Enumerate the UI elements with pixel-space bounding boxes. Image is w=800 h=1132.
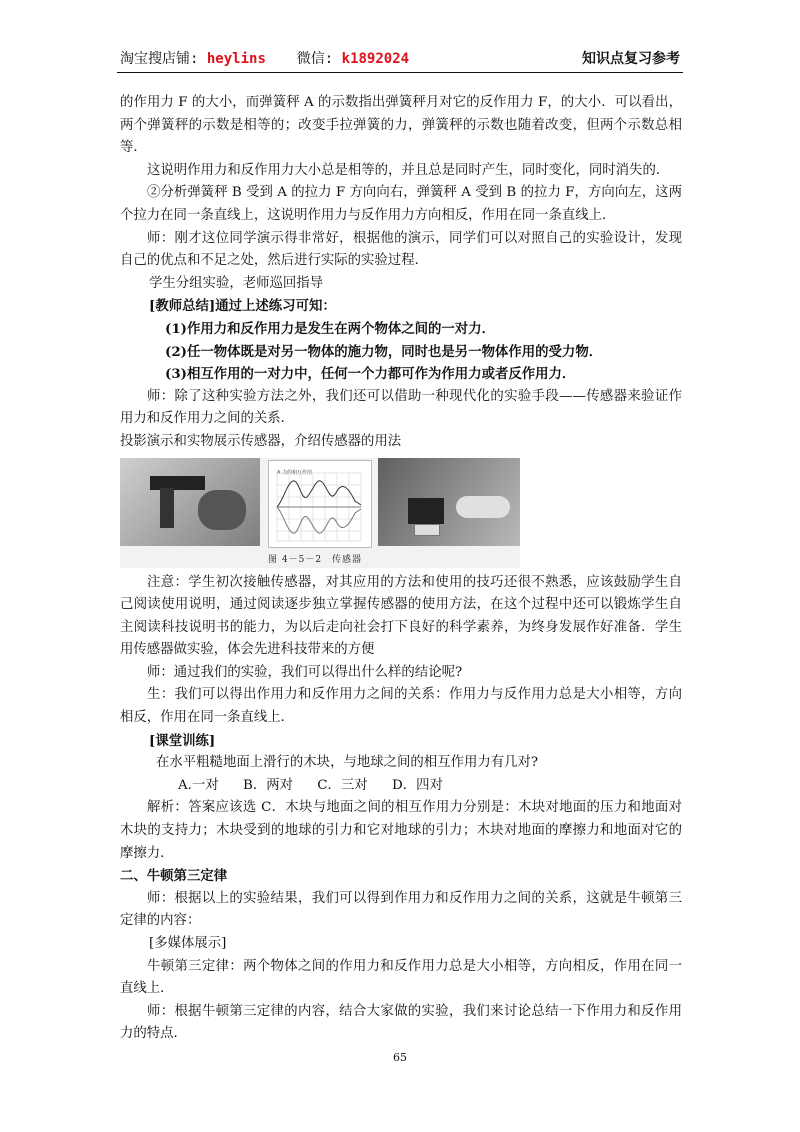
paragraph: 生：我们可以得出作用力和反作用力之间的关系：作用力与反作用力总是大小相等，方向相反，作用在同一条直线上． [120,687,682,726]
wechat-label: 微信: [296,51,334,67]
wechat-id: k1892024 [341,51,410,67]
shop-name: heylins [206,51,266,67]
question: 在水平粗糙地面上滑行的木块，与地球之间的相互作用力有几对? [156,755,539,771]
paragraph: 学生分组实验，老师巡回指导 [149,275,324,291]
paragraph: 注意：学生初次接触传感器，对其应用的方法和使用的技巧还很不熟悉，应该鼓励学生自己阅读使用说明，通过阅读逐步独立掌握传感器的使用方法，在这个过程中还可以锻炼学生自主阅读科技说明书的能力，为以后走向社会打下良好的科学素养，为终身发展作好准备．学生用传感器做实验，体会先进科技带来的方便 [120,574,682,658]
page-number: 65 [393,1051,407,1064]
answer-options [120,775,682,798]
paragraph: 师：除了这种实验方法之外，我们还可以借助一种现代化的实验手段——传感器来验证作用力和反作用力之间的关系． [120,388,682,427]
option-d: D．四对 [391,777,443,793]
summary-point: (3)相互作用的一对力中，任何一个力都可作为作用力或者反作用力． [165,366,576,383]
sensor-cart-photo [378,458,520,546]
header-title: 知识点复习参考 [582,51,680,67]
paragraph: ②分析弹簧秤 B 受到 A 的拉力 F 方向向右，弹簧秤 A 受到 B 的拉力 F，方向向左，这两个拉力在同一条直线上，这说明作用力与反作用力方向相反，作用在同一条直线上． [120,185,682,223]
shop-label: 淘宝搜店铺: [120,51,199,67]
sensor-photo [120,458,260,546]
paragraph: 师：通过我们的实验，我们可以得出什么样的结论呢? [147,664,463,680]
paragraph: 牛顿第三定律：两个物体之间的作用力和反作用力总是大小相等，方向相反，作用在同一直线上． [120,958,682,997]
paragraph: 师：根据牛顿第三定律的内容，结合大家做的实验，我们来讨论总结一下作用力和反作用力的特点． [120,1003,682,1042]
paragraph: 这说明作用力和反作用力大小总是相等的，并且总是同时产生，同时变化，同时消失的． [147,162,670,178]
paragraph: [多媒体展示] [149,936,227,951]
header-rule [117,72,683,73]
option-a: A.一对 [178,777,219,793]
option-b: B．两对 [242,777,293,793]
summary-point: (2)任一物体既是对另一物体的施力物，同时也是另一物体作用的受力物． [165,343,603,360]
shop-info [120,48,409,68]
body-text [120,92,682,1046]
sensor-figure [120,458,520,568]
paragraph: 的作用力 F 的大小，而弹簧秤 A 的示数指出弹簧秤月对它的反作用力 F，的大小．可以看出，两个弹簧秤的示数是相等的；改变手拉弹簧的力，弹簧秤的示数也随着改变，但两个示数总相等． [120,95,682,156]
figure-caption: 图 4－5－2 传感器 [268,554,363,565]
sensor-graph [268,460,372,548]
summary-point: (1)作用力和反作用力是发生在两个物体之间的一对力． [165,320,495,337]
section-heading: 二、牛顿第三定律 [120,868,228,885]
graph-title: A 力的相互作用 [277,469,313,476]
option-c: C．三对 [317,777,368,793]
section-label: [教师总结]通过上述练习可知： [149,298,336,315]
paragraph: 投影演示和实物展示传感器，介绍传感器的用法 [120,433,402,449]
paragraph: 师：刚才这位同学演示得非常好，根据他的演示，同学们可以对照自己的实验设计，发现自己的优点和不足之处，然后进行实际的实验过程． [120,230,682,269]
paragraph: 解析：答案应该选 C．木块与地面之间的相互作用力分别是：木块对地面的压力和地面对木块的支持力；木块受到的地球的引力和它对地球的引力；木块对地面的摩擦力和地面对它的摩擦力． [120,800,682,861]
section-label: [课堂训练] [149,732,216,749]
page-header [120,44,680,70]
paragraph: 师：根据以上的实验结果，我们可以得到作用力和反作用力之间的关系，这就是牛顿第三定律的内容： [120,890,682,929]
